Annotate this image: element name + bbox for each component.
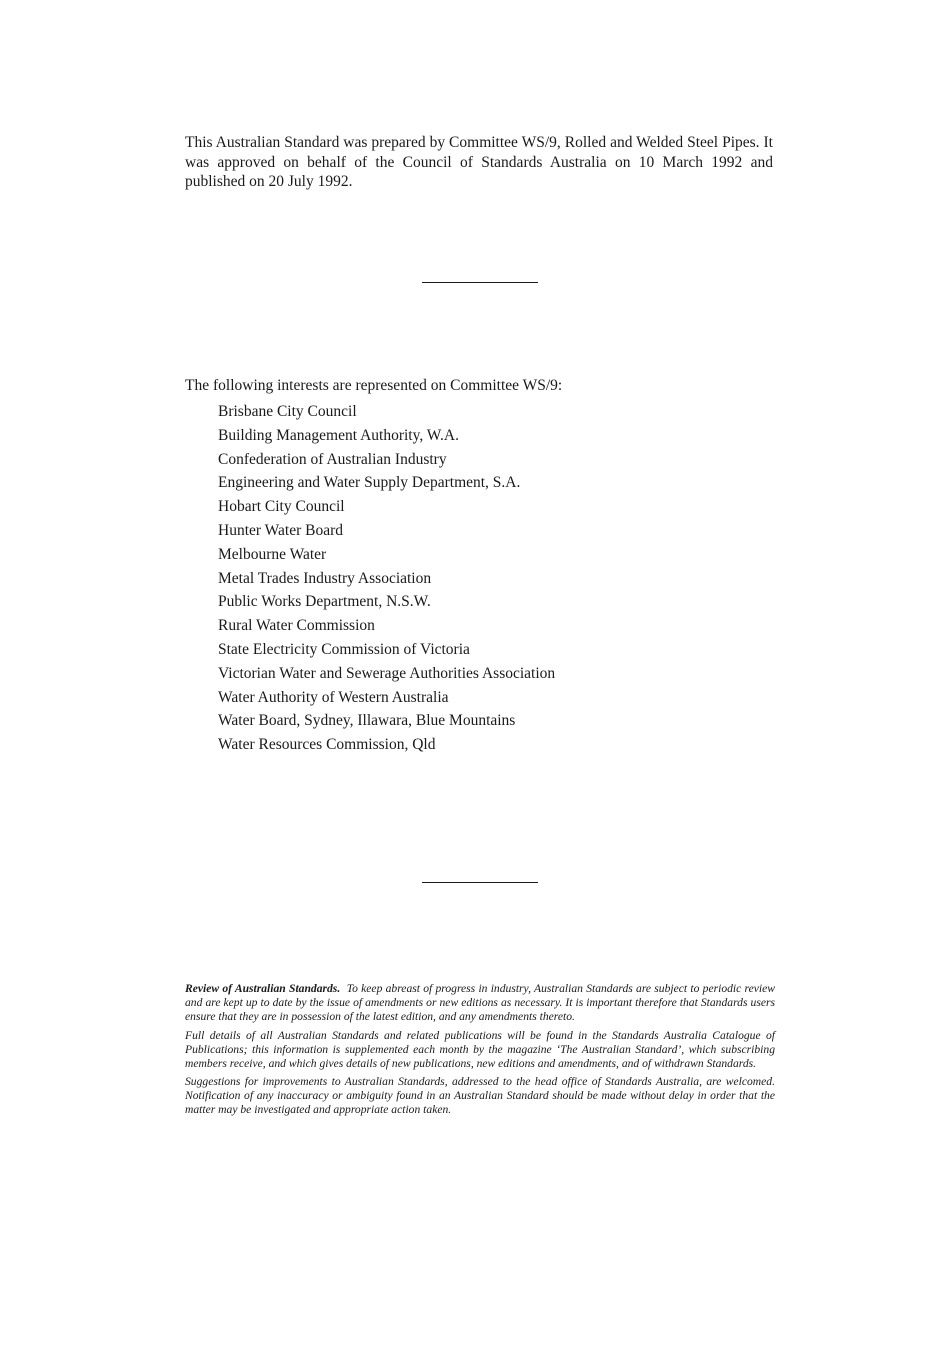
- list-item: Confederation of Australian Industry: [218, 450, 447, 468]
- review-note-lead: Review of Australian Standards.: [185, 982, 341, 995]
- section-divider: [422, 282, 538, 283]
- list-item: Hunter Water Board: [218, 521, 344, 539]
- suggestions-note: Suggestions for improvements to Australian Standards, addressed to the head office of Standards Australia, are welcomed. Notification of any inaccuracy or ambiguity found in an Australian Standard should be made without delay in order that the matter may be investigated and appropriate action taken.: [185, 1075, 775, 1117]
- review-note: [185, 982, 775, 1024]
- list-item: Brisbane City Council: [218, 403, 357, 420]
- list-item: Victorian Water and Sewerage Authorities Association: [218, 664, 556, 682]
- standards-notes: [185, 982, 775, 1122]
- list-item: Water Board, Sydney, Illawara, Blue Mountains: [218, 712, 516, 730]
- list-item: Water Resources Commission, Qld: [218, 736, 436, 754]
- committee-section: [185, 376, 785, 757]
- review-note-text: To keep abreast of progress in industry, Australian Standards are subject to periodic review and are kept up to date by the issue of amendments or new editions as necessary. It is important therefore that Standards users ensure that they are in possession of the latest edition, and any amendments thereto.: [185, 982, 775, 1023]
- list-item: Metal Trades Industry Association: [218, 569, 432, 587]
- section-divider: [422, 882, 538, 883]
- list-item: Water Authority of Western Australia: [218, 688, 449, 706]
- list-item: Rural Water Commission: [218, 617, 375, 635]
- committee-member-list: [185, 400, 785, 757]
- list-item: Public Works Department, N.S.W.: [218, 593, 431, 611]
- preparation-statement: This Australian Standard was prepared by Committee WS/9, Rolled and Welded Steel Pipes. It was approved on behalf of the Council of Standards Australia on 10 March 1992 and published on 20 July 1992.: [185, 134, 773, 190]
- committee-heading: The following interests are represented on Committee WS/9:: [185, 377, 563, 394]
- catalogue-note: Full details of all Australian Standards and related publications will be found in the Standards Australia Catalogue of Publications; this information is supplemented each month by the magazine ‘The Australian Standard’, which subscribing members receive, and which gives details of new publications, new editions and amendments, and of withdrawn Standards.: [185, 1028, 775, 1070]
- list-item: Melbourne Water: [218, 545, 327, 563]
- list-item: Hobart City Council: [218, 498, 345, 516]
- list-item: Engineering and Water Supply Department, S.A.: [218, 474, 521, 492]
- list-item: State Electricity Commission of Victoria: [218, 640, 470, 658]
- list-item: Building Management Authority, W.A.: [218, 426, 459, 444]
